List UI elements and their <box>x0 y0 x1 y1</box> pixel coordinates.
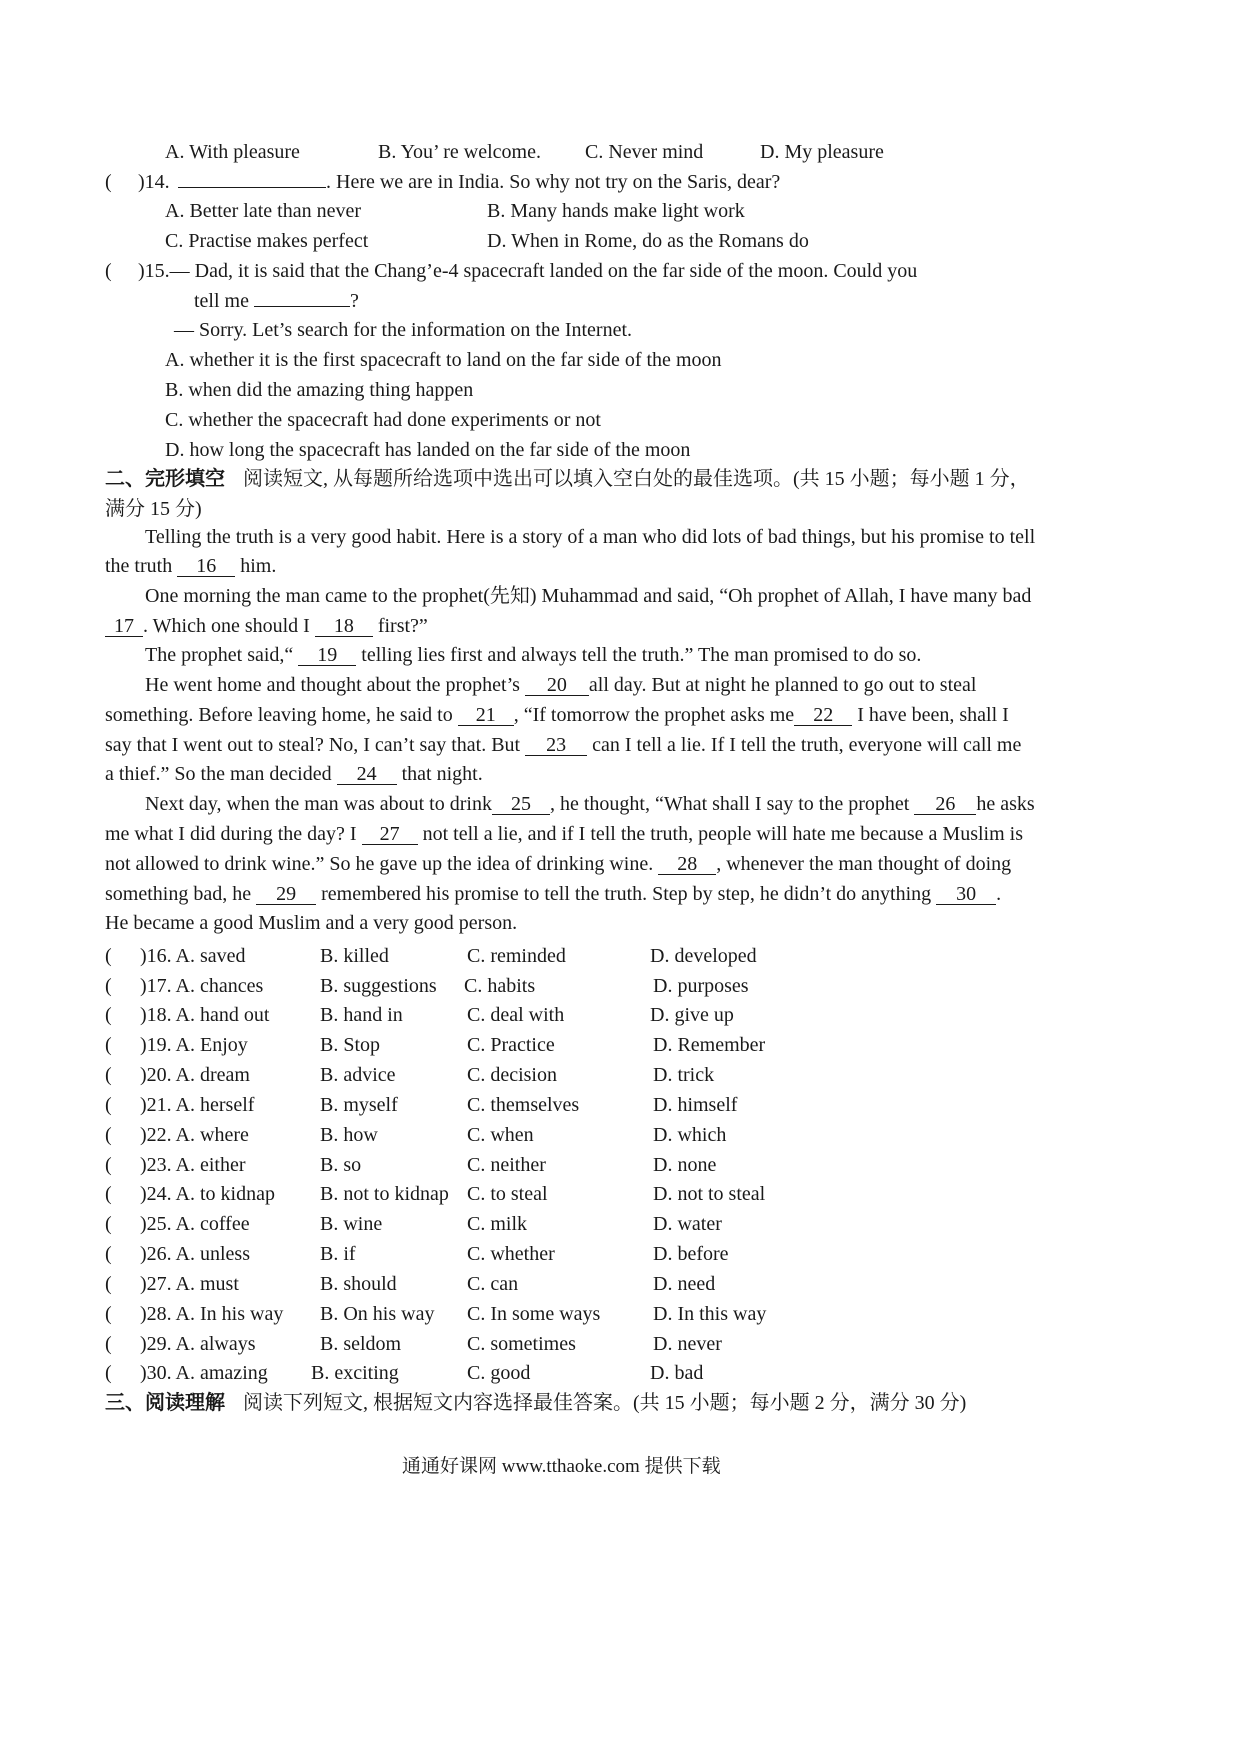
answer-bracket[interactable]: ( <box>105 1154 112 1176</box>
blank-16: 16 <box>177 556 235 577</box>
q15-option-a: A. whether it is the first spacecraft to land on the far side of the moon <box>165 349 722 371</box>
answer-blank <box>254 306 350 307</box>
question-option-c: C. to steal <box>467 1183 548 1205</box>
question-option-d: D. not to steal <box>653 1183 766 1205</box>
q15-option-b: B. when did the amazing thing happen <box>165 379 474 401</box>
passage-line: One morning the man came to the prophet(先知) Muhammad and said, “Oh prophet of Allah, I have many bad <box>145 585 1032 607</box>
question-option-b: B. killed <box>320 945 389 967</box>
answer-bracket[interactable]: ( <box>105 1183 112 1205</box>
answer-bracket[interactable]: ( <box>105 1034 112 1056</box>
q14-option-c: C. Practise makes perfect <box>165 230 369 252</box>
question-option-a: )23. A. either <box>140 1154 246 1176</box>
question-option-d: D. need <box>653 1273 716 1295</box>
question-option-c: C. sometimes <box>467 1333 576 1355</box>
question-option-b: B. suggestions <box>320 975 437 997</box>
question-option-a: )18. A. hand out <box>140 1004 270 1026</box>
section-title: 二、完形填空 <box>105 468 225 490</box>
question-option-c: C. can <box>467 1273 519 1295</box>
q15-reply: — Sorry. Let’s search for the information on the Internet. <box>174 319 633 341</box>
blank-30: 30 <box>936 884 996 905</box>
question-option-d: D. developed <box>650 945 757 967</box>
question-option-b: B. if <box>320 1243 356 1265</box>
question-option-b: B. not to kidnap <box>320 1183 449 1205</box>
question-option-b: B. so <box>320 1154 362 1176</box>
question-option-a: )17. A. chances <box>140 975 264 997</box>
question-option-c: C. habits <box>464 975 536 997</box>
question-option-c: C. when <box>467 1124 534 1146</box>
question-option-b: B. exciting <box>311 1362 399 1384</box>
q13-option-a: A. With pleasure <box>165 141 300 163</box>
question-option-b: B. On his way <box>320 1303 435 1325</box>
answer-bracket[interactable]: ( <box>105 1213 112 1235</box>
blank-23: 23 <box>525 735 587 756</box>
question-option-d: D. trick <box>653 1064 715 1086</box>
question-option-a: )19. A. Enjoy <box>140 1034 248 1056</box>
question-option-d: D. give up <box>650 1004 734 1026</box>
section-instruction-cont: 满分 15 分) <box>105 498 202 520</box>
passage-line: not allowed to drink wine.” So he gave up the idea of drinking wine. 28 , whenever the man thought of doing <box>105 853 1012 875</box>
q15-option-c: C. whether the spacecraft had done experiments or not <box>165 409 601 431</box>
question-option-a: )22. A. where <box>140 1124 249 1146</box>
passage-line: 17 . Which one should I 18 first?” <box>105 614 428 638</box>
answer-blank <box>178 187 326 188</box>
question-option-b: B. myself <box>320 1094 398 1116</box>
question-option-d: D. In this way <box>653 1303 767 1325</box>
question-option-c: C. decision <box>467 1064 557 1086</box>
blank-24: 24 <box>337 764 397 785</box>
blank-26: 26 <box>914 794 976 815</box>
answer-bracket[interactable]: ( <box>105 1094 112 1116</box>
answer-bracket[interactable]: ( <box>105 1243 112 1265</box>
passage-line: Telling the truth is a very good habit. Here is a story of a man who did lots of bad things, but his promise to tell <box>145 526 1036 548</box>
question-option-c: C. themselves <box>467 1094 580 1116</box>
question-option-b: B. hand in <box>320 1004 403 1026</box>
question-option-c: C. deal with <box>467 1004 565 1026</box>
answer-bracket[interactable]: ( <box>105 1303 112 1325</box>
question-option-b: B. Stop <box>320 1034 381 1056</box>
answer-bracket[interactable]: ( <box>105 1124 112 1146</box>
answer-bracket[interactable]: ( <box>105 1273 112 1295</box>
question-option-d: D. himself <box>653 1094 738 1116</box>
answer-bracket[interactable]: ( <box>105 1064 112 1086</box>
q15-stem-cont: tell me ? <box>194 290 359 312</box>
q14-stem: . Here we are in India. So why not try on the Saris, dear? <box>178 170 780 194</box>
question-option-d: D. before <box>653 1243 729 1265</box>
q14-option-a: A. Better late than never <box>165 200 362 222</box>
question-option-a: )28. A. In his way <box>140 1303 284 1325</box>
question-option-b: B. should <box>320 1273 397 1295</box>
q13-option-c: C. Never mind <box>585 141 704 163</box>
question-option-c: C. neither <box>467 1154 546 1176</box>
answer-bracket[interactable]: ( <box>105 945 112 967</box>
blank-25: 25 <box>492 794 550 815</box>
question-option-c: C. good <box>467 1362 531 1384</box>
question-option-a: )25. A. coffee <box>140 1213 250 1235</box>
answer-bracket[interactable]: ( <box>105 1333 112 1355</box>
question-option-c: C. reminded <box>467 945 566 967</box>
blank-19: 19 <box>298 645 356 666</box>
q13-option-b: B. You’ re welcome. <box>378 141 541 163</box>
question-option-d: D. purposes <box>653 975 749 997</box>
question-option-c: C. Practice <box>467 1034 555 1056</box>
answer-bracket[interactable]: ( <box>105 1362 112 1384</box>
answer-bracket[interactable]: ( <box>105 260 112 282</box>
passage-line: something bad, he 29 remembered his promise to tell the truth. Step by step, he didn’t do anything 30 . <box>105 883 1002 905</box>
question-option-a: )24. A. to kidnap <box>140 1183 275 1205</box>
question-option-a: )16. A. saved <box>140 945 246 967</box>
question-option-c: C. milk <box>467 1213 528 1235</box>
question-option-d: D. none <box>653 1154 717 1176</box>
question-option-a: )20. A. dream <box>140 1064 250 1086</box>
passage-line: me what I did during the day? I 27 not tell a lie, and if I tell the truth, people will hate me because a Muslim is <box>105 823 1023 845</box>
question-option-b: B. wine <box>320 1213 383 1235</box>
question-option-a: )29. A. always <box>140 1333 256 1355</box>
passage-line: Next day, when the man was about to drink 25 , he thought, “What shall I say to the prophet 26 he asks <box>145 793 1035 815</box>
q14-option-d: D. When in Rome, do as the Romans do <box>487 230 809 252</box>
blank-22: 22 <box>794 705 852 726</box>
q14-option-b: B. Many hands make light work <box>487 200 745 222</box>
q13-option-d: D. My pleasure <box>760 141 884 163</box>
answer-bracket[interactable]: ( <box>105 1004 112 1026</box>
blank-29: 29 <box>256 884 316 905</box>
passage-line: something. Before leaving home, he said to 21 , “If tomorrow the prophet asks me 22 I have been, shall I <box>105 704 1009 726</box>
question-option-d: D. which <box>653 1124 727 1146</box>
question-option-b: B. how <box>320 1124 378 1146</box>
q15-option-d: D. how long the spacecraft has landed on the far side of the moon <box>165 439 691 461</box>
question-option-d: D. Remember <box>653 1034 766 1056</box>
blank-27: 27 <box>362 824 418 845</box>
passage-line: He went home and thought about the prophet’s 20 all day. But at night he planned to go out to steal <box>145 674 977 696</box>
passage-line: a thief.” So the man decided 24 that night. <box>105 763 483 785</box>
blank-21: 21 <box>458 705 514 726</box>
blank-28: 28 <box>658 854 716 875</box>
question-option-b: B. seldom <box>320 1333 402 1355</box>
question-option-d: D. water <box>653 1213 722 1235</box>
question-option-a: )26. A. unless <box>140 1243 250 1265</box>
blank-18: 18 <box>315 616 373 637</box>
passage-line: He became a good Muslim and a very good person. <box>105 912 518 934</box>
question-option-a: )30. A. amazing <box>140 1362 268 1384</box>
passage-line: the truth 16 him. <box>105 555 277 577</box>
page-footer: 通通好课网 www.tthaoke.com 提供下载 <box>402 1456 721 1477</box>
answer-bracket[interactable]: ( <box>105 171 112 193</box>
question-option-c: C. whether <box>467 1243 555 1265</box>
question-option-d: D. bad <box>650 1362 704 1384</box>
question-number: )14. <box>138 171 170 193</box>
section-instruction: 阅读下列短文, 根据短文内容选择最佳答案。(共 15 小题；每小题 2 分，满分 30 分) <box>243 1392 967 1414</box>
answer-bracket[interactable]: ( <box>105 975 112 997</box>
section-instruction: 阅读短文, 从每题所给选项中选出可以填入空白处的最佳选项。(共 15 小题；每小题 1 分， <box>243 468 1030 490</box>
blank-20: 20 <box>525 675 589 696</box>
question-option-a: )21. A. herself <box>140 1094 255 1116</box>
question-option-c: C. In some ways <box>467 1303 601 1325</box>
question-option-d: D. never <box>653 1333 722 1355</box>
question-option-b: B. advice <box>320 1064 396 1086</box>
passage-line: The prophet said,“ 19 telling lies first and always tell the truth.” The man promised to do so. <box>145 644 922 666</box>
blank-17: 17 <box>105 616 143 637</box>
section-title: 三、阅读理解 <box>105 1392 225 1414</box>
q15-stem: )15.— Dad, it is said that the Chang’e-4 spacecraft landed on the far side of the moon. Could you <box>138 260 918 282</box>
passage-line: say that I went out to steal? No, I can’t say that. But 23 can I tell a lie. If I tell the truth, everyone will call me <box>105 734 1022 756</box>
question-option-a: )27. A. must <box>140 1273 239 1295</box>
